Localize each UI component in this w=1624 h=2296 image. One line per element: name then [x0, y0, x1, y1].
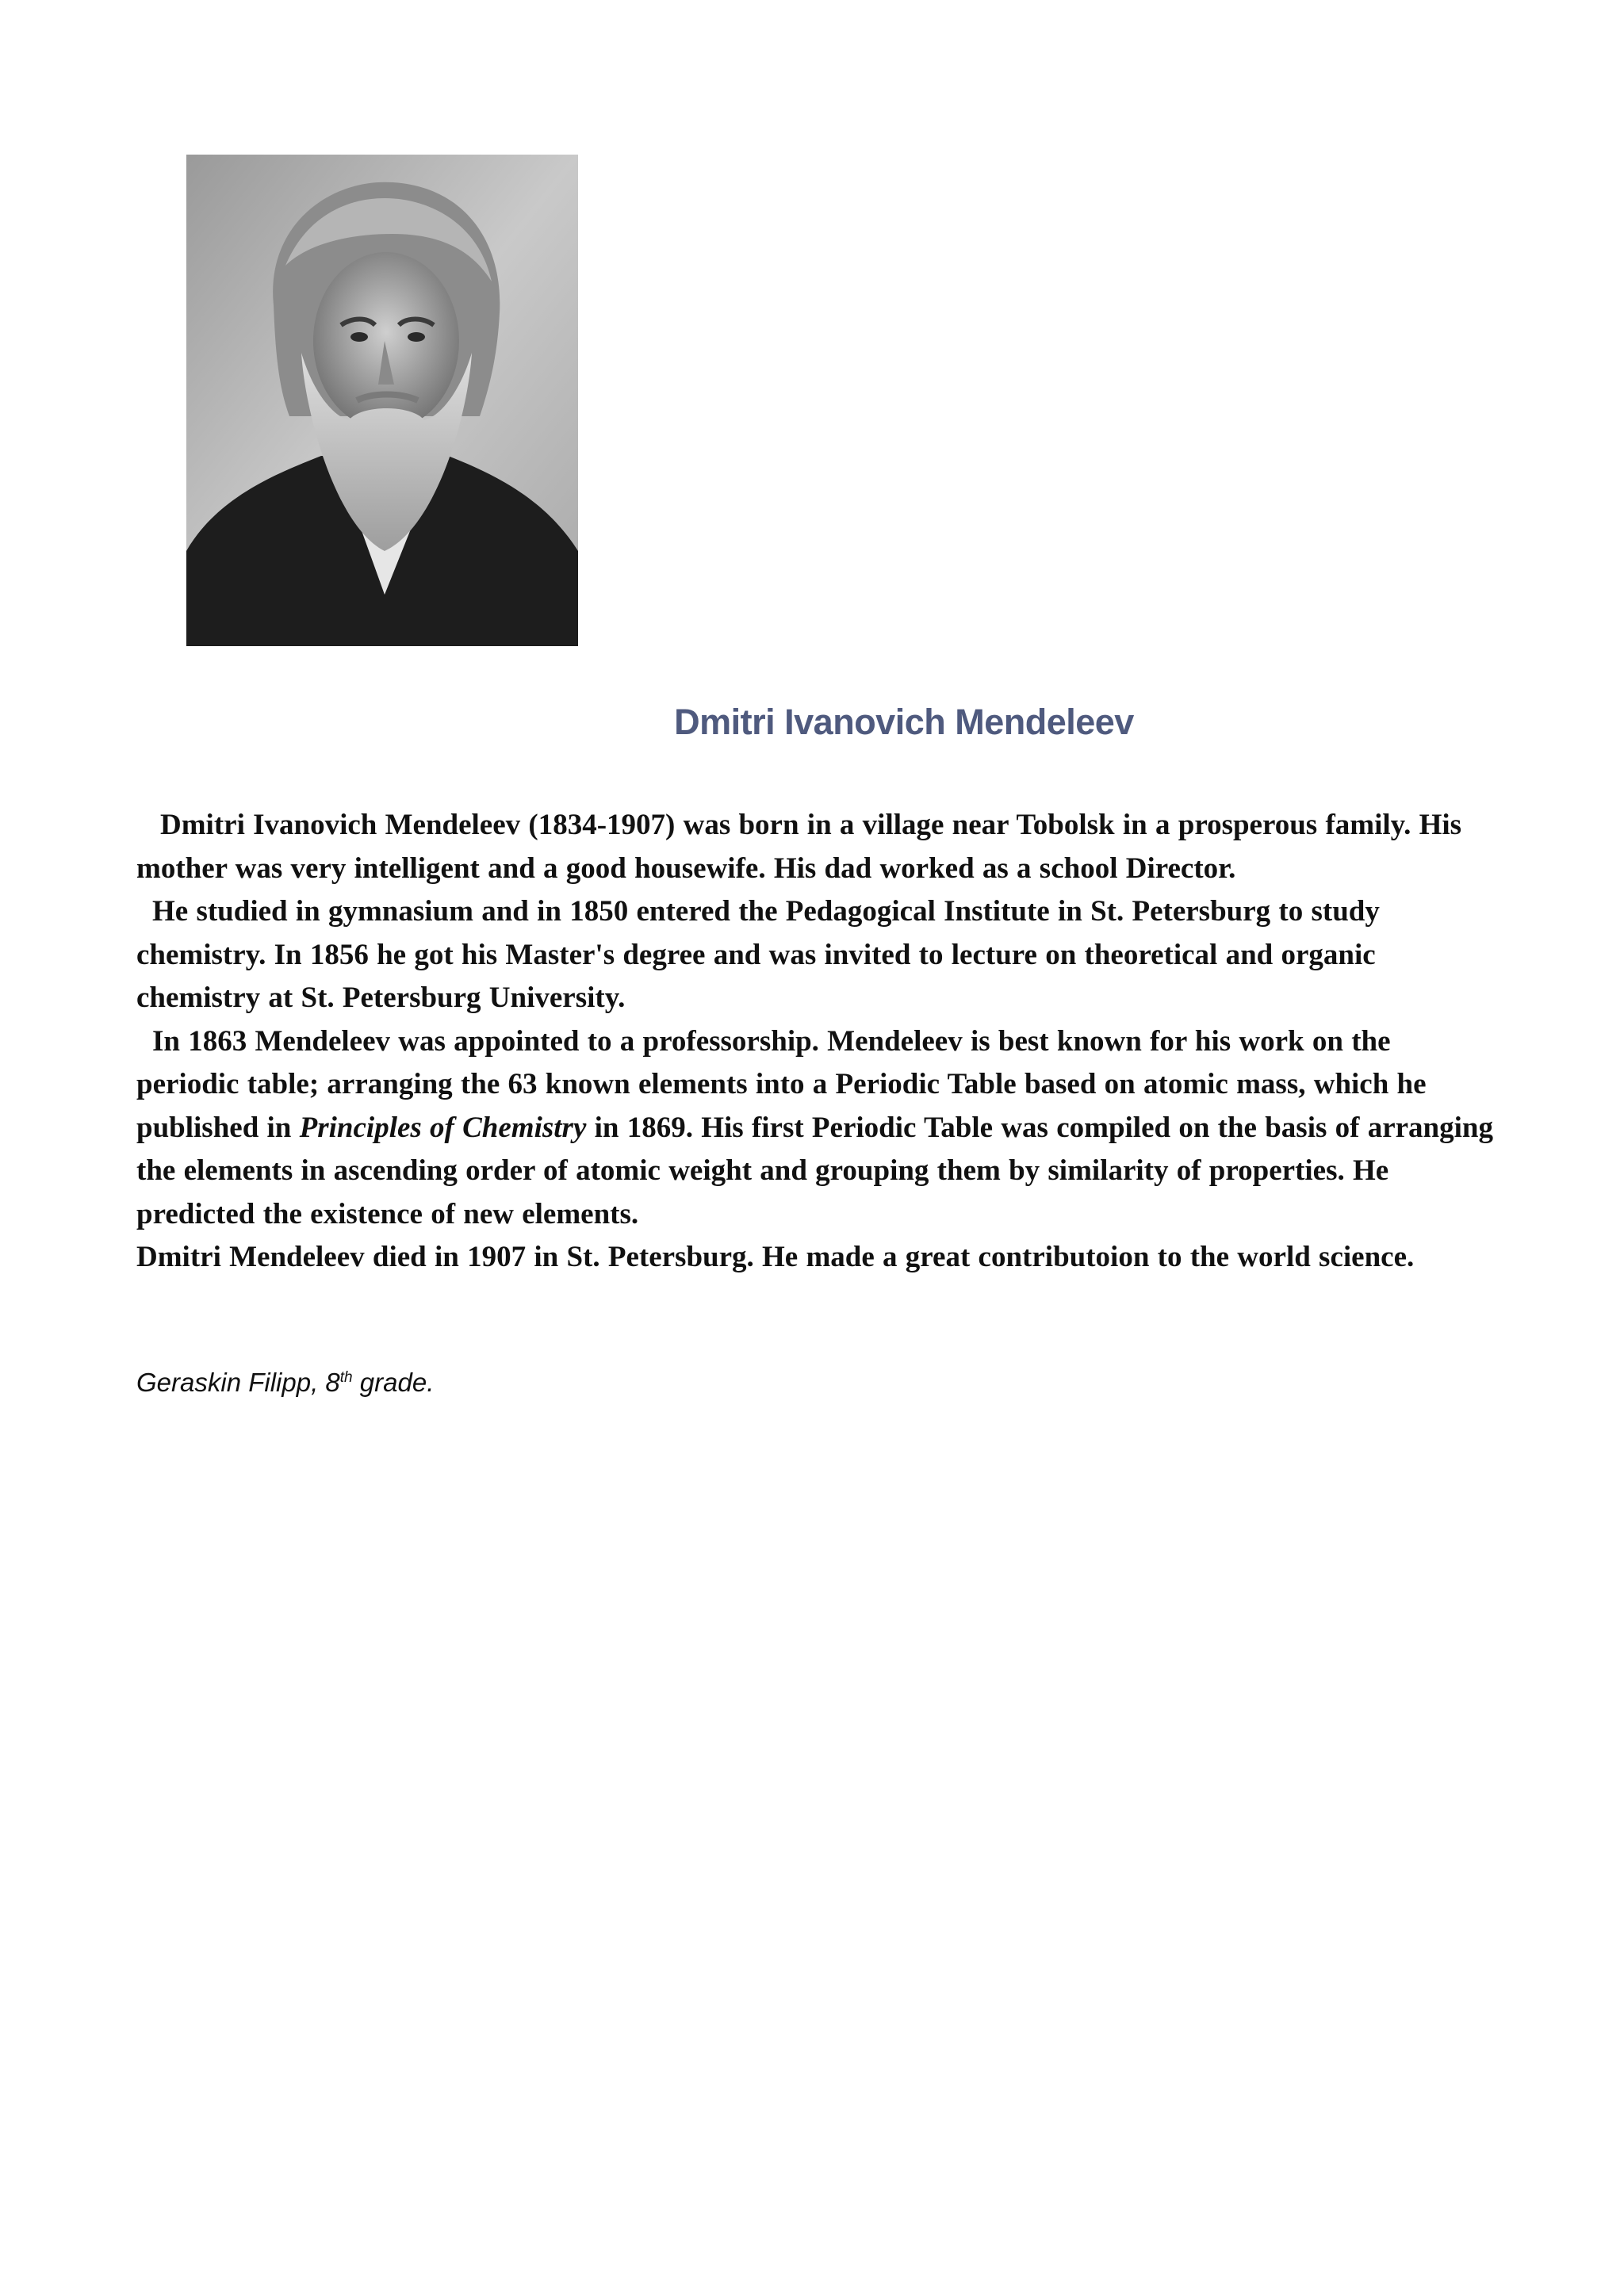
grade-label: grade. [352, 1368, 435, 1397]
author-name: Geraskin Filipp, 8 [136, 1368, 340, 1397]
portrait-photo [186, 155, 578, 646]
paragraph-3-start: In 1863 Mendeleev was appointed to a professorship. Mendeleev is best known for his work on the periodic table; arranging the 63 known elements into a Periodic Table based on atomic mass, which he published in [136, 1024, 1427, 1144]
paragraph-4: Dmitri Mendeleev died in 1907 in St. Petersburg. He made a great contributoion to the world science. [136, 1241, 1415, 1273]
page-title: Dmitri Ivanovich Mendeleev [674, 702, 1134, 742]
grade-ordinal: th [339, 1369, 353, 1386]
paragraph-2: He studied in gymnasium and in 1850 entered the Pedagogical Institute in St. Petersburg to study chemistry. In 1856 he got his Master's degree and was invited to lecture on theoretical and organic chemistry at St. Petersburg University. [136, 895, 1380, 1014]
body-text [136, 804, 1500, 1280]
paragraph-3 [136, 1020, 1500, 1237]
paragraph-1: Dmitri Ivanovich Mendeleev (1834-1907) was born in a village near Tobolsk in a prosperous family. His mother was very intelligent and a good housewife. His dad worked as a school Director. [136, 809, 1462, 885]
author-signature [136, 1368, 434, 1398]
book-title: Principles of Chemistry [299, 1111, 587, 1144]
paragraph-3-end: in 1869. His first Periodic Table was compiled on the basis of arranging the elements in ascending order of atomic weight and grouping them by similarity of properties. He predicted the existence of new elements. [136, 1111, 1493, 1230]
